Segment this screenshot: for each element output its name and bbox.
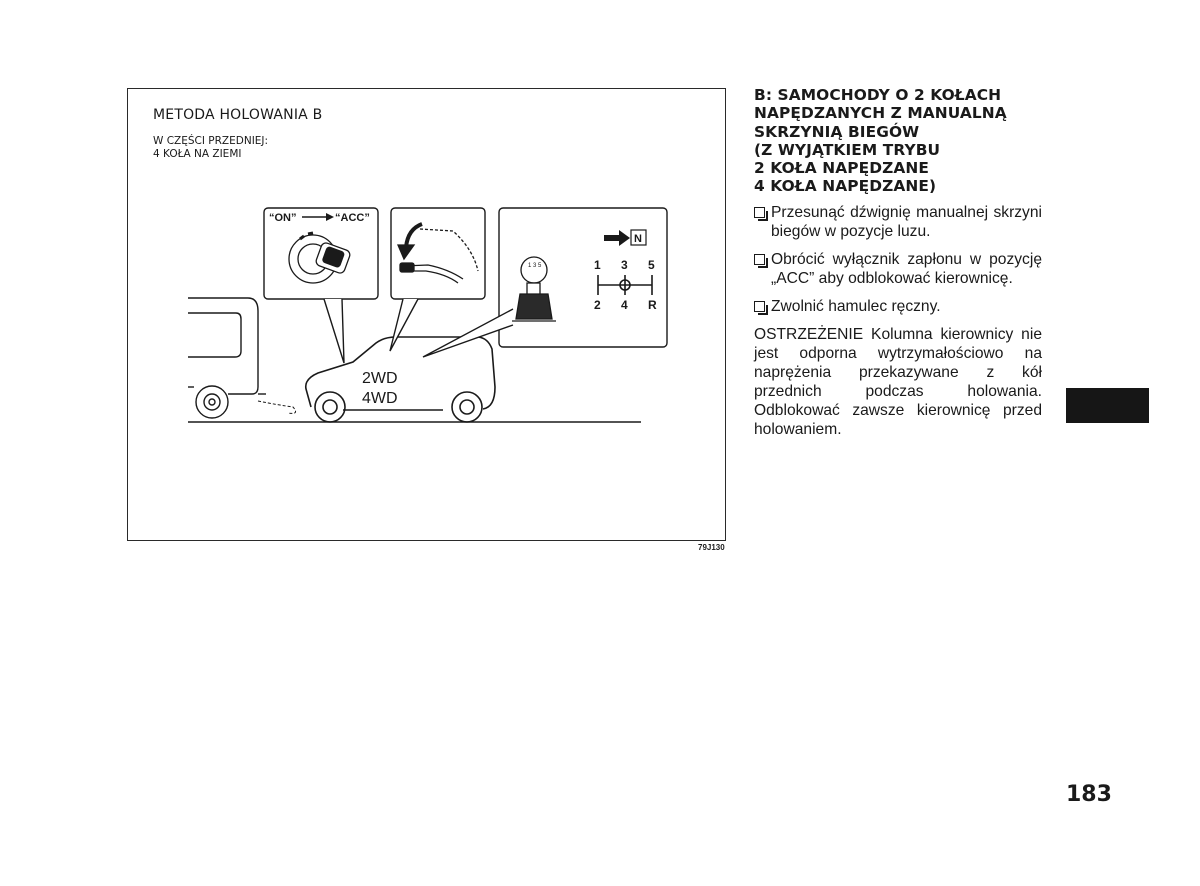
key-label-on: “ON” xyxy=(269,212,297,224)
tow-truck-drawing xyxy=(188,298,266,418)
list-item-text: Obrócić wyłącznik zapłonu w pozycję „ACC” aby odblokować kierownicę. xyxy=(771,250,1042,287)
heading-line: SKRZYNIĄ BIEGÓW xyxy=(754,122,920,141)
warning-text: OSTRZEŻENIE Kolumna kierownicy nie jest odporna wytrzymałościowo na naprężenia przekazywane z kół przednich podczas holowania. Odblokować zawsze kierownicę przed holowaniem. xyxy=(754,325,1042,438)
section-heading xyxy=(754,86,1042,196)
list-item-text: Zwolnić hamulec ręczny. xyxy=(771,297,941,315)
instructions-column xyxy=(754,86,1042,439)
towed-car-drawing xyxy=(306,337,495,422)
key-label-acc: “ACC” xyxy=(335,212,370,224)
gear-2: 2 xyxy=(594,298,601,312)
towing-figure xyxy=(127,88,726,541)
ignition-callout xyxy=(264,208,378,363)
heading-line: NAPĘDZANYCH Z MANUALNĄ xyxy=(754,104,1007,123)
tow-cable xyxy=(258,401,296,413)
svg-text:1 3 5: 1 3 5 xyxy=(528,263,542,269)
gear-r: R xyxy=(648,298,657,312)
checkbox-bullet-icon xyxy=(754,207,765,218)
figure-subtitle-1: W CZĘŚCI PRZEDNIEJ: xyxy=(153,135,269,147)
car-label-4wd: 4WD xyxy=(362,390,398,407)
car-label-2wd: 2WD xyxy=(362,370,398,387)
towing-illustration xyxy=(128,89,727,542)
list-item xyxy=(754,250,1042,288)
gear-5: 5 xyxy=(648,258,655,272)
list-item-text: Przesunąć dźwignię manualnej skrzyni biegów w pozycje luzu. xyxy=(771,203,1042,240)
checkbox-bullet-icon xyxy=(754,254,765,265)
figure-code: 79J130 xyxy=(698,543,725,552)
gear-n-label: N xyxy=(634,233,642,245)
gear-4: 4 xyxy=(621,298,628,312)
page-number: 183 xyxy=(1066,782,1112,807)
section-tab-marker xyxy=(1066,388,1149,423)
figure-subtitle-2: 4 KOŁA NA ZIEMI xyxy=(153,148,242,160)
heading-line: 2 KOŁA NAPĘDZANE xyxy=(754,159,929,178)
gear-1: 1 xyxy=(594,258,601,272)
list-item xyxy=(754,203,1042,241)
figure-title: METODA HOLOWANIA B xyxy=(153,107,323,123)
heading-line: 4 KOŁA NAPĘDZANE) xyxy=(754,177,937,196)
heading-line: B: SAMOCHODY O 2 KOŁACH xyxy=(754,86,1002,104)
heading-line: (Z WYJĄTKIEM TRYBU xyxy=(754,140,941,159)
list-item xyxy=(754,297,1042,316)
gear-3: 3 xyxy=(621,258,628,272)
checkbox-bullet-icon xyxy=(754,301,765,312)
